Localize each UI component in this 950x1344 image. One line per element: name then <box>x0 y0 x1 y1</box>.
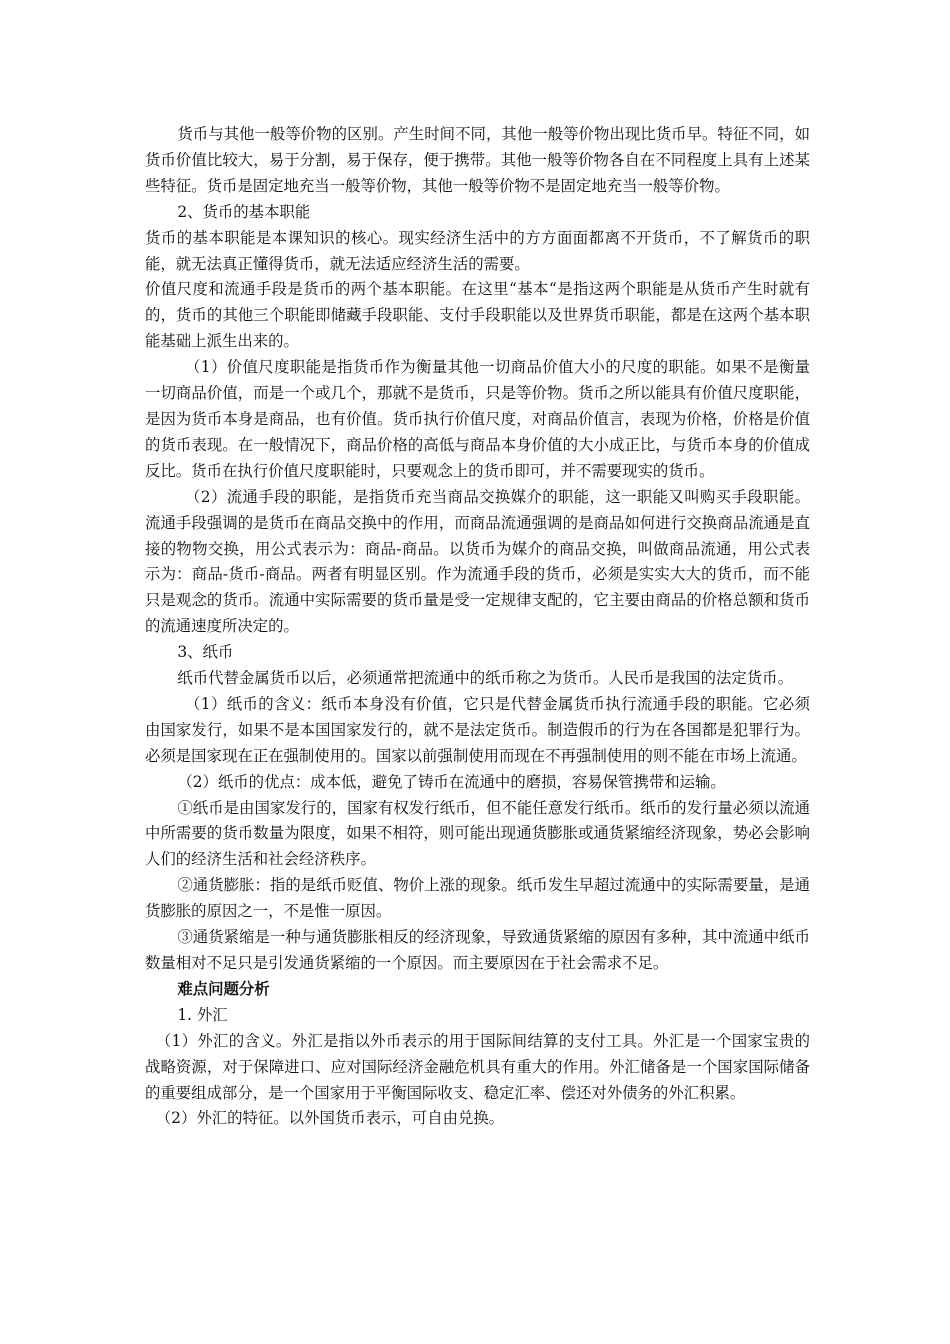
paragraph-inflation: ②通货膨胀：指的是纸币贬值、物价上涨的现象。纸币发生早超过流通中的实际需要量，是通货膨胀的原因之一，不是惟一原因。 <box>145 876 810 921</box>
paragraph-circulation-means: （2）流通手段的职能，是指货币充当商品交换媒介的职能，这一职能又叫购买手段职能。流通手段强调的是货币在商品交换中的作用，而商品流通强调的是商品如何进行交换商品流通是直接的物物交换，用公式表示为：商品-商品。以货币为媒介的商品交换，叫做商品流通，用公式表示为：商品-货币-商品。两者有明显区别。作为流通手段的货币，必须是实实大大的货币，而不能只是观念的货币。流通中实际需要的货币量是受一定规律支配的，它主要由商品的价格总额和货币的流通速度所决定的。 <box>145 487 810 636</box>
paragraph-value-measure: （1）价值尺度职能是指货币作为衡量其他一切商品价值大小的尺度的职能。如果不是衡量一切商品价值，而是一个或几个，那就不是货币，只是等价物。货币之所以能具有价值尺度职能，是因为货币本身是商品，也有价值。货币执行价值尺度，对商品价值言，表现为价格，价格是价值的货币表现。在一般情况下，商品价格的高低与商品本身价值的大小成正比，与货币本身的价值成反比。货币在执行价值尺度职能时，只要观念上的货币即可，并不需要现实的货币。 <box>145 358 810 480</box>
paragraph-paper-money-meaning: （1）纸币的含义：纸币本身没有价值，它只是代替金属货币执行流通手段的职能。它必须由国家发行，如果不是本国国家发行的，就不是法定货币。制造假币的行为在各国都是犯罪行为。必须是国家现在正在强制使用的。国家以前强制使用而现在不再强制使用的则不能在市场上流通。 <box>145 694 810 765</box>
paragraph-paper-money-intro: 纸币代替金属货币以后，必须通常把流通中的纸币称之为货币。人民币是我国的法定货币。 <box>177 669 793 688</box>
paragraph-basic-functions-core: 货币的基本职能是本课知识的核心。现实经济生活中的方方面面都离不开货币，不了解货币的职能，就无法真正懂得货币，就无法适应经济生活的需要。 <box>145 228 810 273</box>
paragraph-two-basic-functions: 价值尺度和流通手段是货币的两个基本职能。在这里“基本“是指这两个职能是从货币产生时就有的，货币的其他三个职能即储藏手段职能、支付手段职能以及世界货币职能，都是在这两个基本职能基础上派生出来的。 <box>145 280 810 351</box>
document-body <box>145 122 810 1132</box>
paragraph-foreign-exchange-meaning: （1）外汇的含义。外汇是指以外币表示的用于国际间结算的支付工具。外汇是一个国家宝贵的战略资源，对于保障进口、应对国际经济金融危机具有重大的作用。外汇储备是一个国家国际储备的重要组成部分，是一个国家用于平衡国际收支、稳定汇率、偿还对外债务的外汇积累。 <box>145 1031 810 1102</box>
paragraph-paper-money-advantages: （2）纸币的优点：成本低，避免了铸币在流通中的磨损，容易保管携带和运输。 <box>177 772 726 791</box>
paragraph-foreign-exchange-features: （2）外汇的特征。以外国货币表示，可自由兑换。 <box>155 1109 505 1128</box>
paragraph-currency-difference: 货币与其他一般等价物的区别。产生时间不同，其他一般等价物出现比货币早。特征不同，如货币价值比较大，易于分割，易于保存，便于携带。其他一般等价物各自在不同程度上具有上述某些特征。货币是固定地充当一般等价物，其他一般等价物不是固定地充当一般等价物。 <box>145 125 810 195</box>
heading-basic-functions: 2、货币的基本职能 <box>177 202 311 221</box>
heading-foreign-exchange: 1. 外汇 <box>177 1005 228 1024</box>
paragraph-deflation: ③通货紧缩是一种与通货膨胀相反的经济现象，导致通货紧缩的原因有多种，其中流通中纸币数量相对不足只是引发通货紧缩的一个原因。而主要原因在于社会需求不足。 <box>145 928 810 972</box>
heading-difficult-analysis: 难点问题分析 <box>177 979 270 998</box>
paragraph-paper-money-issuance: ①纸币是由国家发行的，国家有权发行纸币，但不能任意发行纸币。纸币的发行量必须以流通中所需要的货币数量为限度，如果不相符，则可能出现通货膨胀或通货紧缩经济现象，势必会影响人们的经济生活和社会经济秩序。 <box>145 798 810 869</box>
heading-paper-money: 3、纸币 <box>177 643 234 662</box>
